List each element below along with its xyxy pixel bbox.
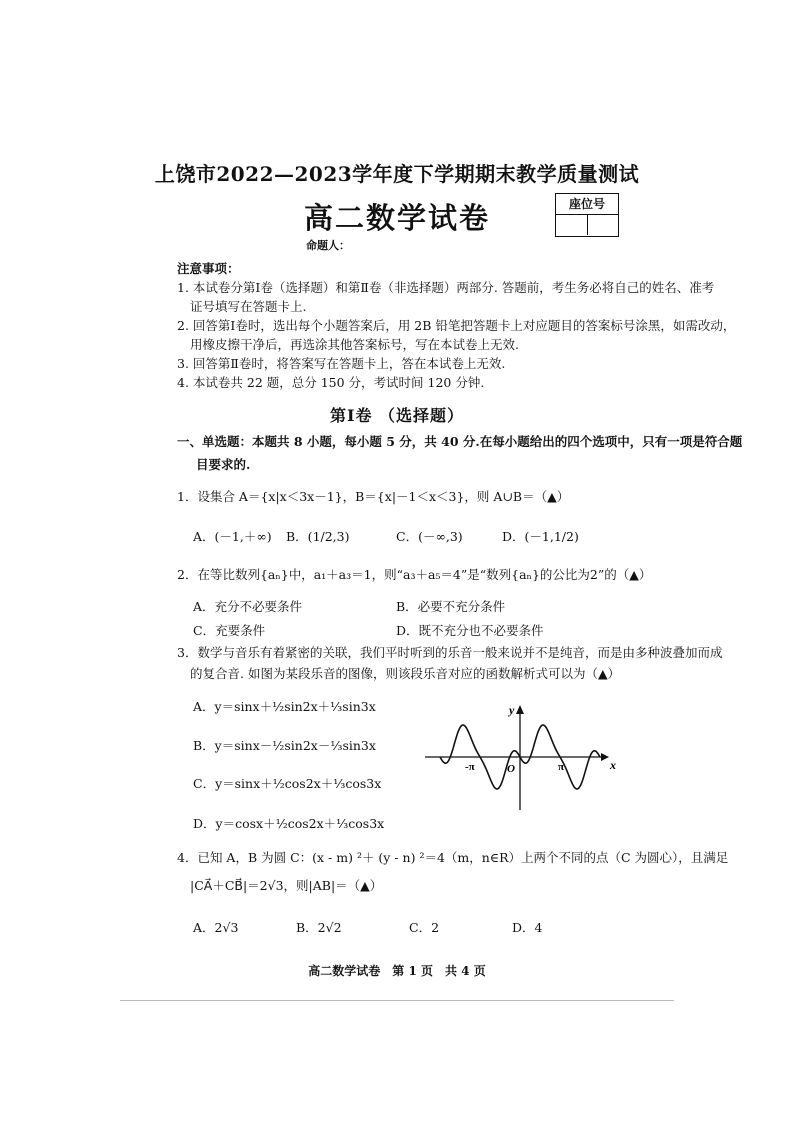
note-line: 1. 本试卷分第Ⅰ卷（选择题）和第Ⅱ卷（非选择题）两部分. 答题前，考生务必将自己的姓名、准考	[177, 280, 715, 295]
question-3-option-b: B．y＝sinx－½sin2x－⅓sin3x	[193, 738, 376, 753]
note-line: 4. 本试卷共 22 题，总分 150 分，考试时间 120 分钟.	[177, 375, 485, 390]
section-intro: 一、单选题：本题共 8 小题，每小题 5 分，共 40 分.在每小题给出的四个选项中，只有一项是符合题	[177, 434, 743, 449]
question-3-stem: 的复合音. 如图为某段乐音的图像，则该段乐音对应的函数解析式可以为（▲）	[190, 666, 621, 681]
question-1-option-d: D．(－1,1/2)	[502, 529, 579, 544]
seat-number-label: 座位号	[556, 194, 618, 215]
page-footer: 高二数学试卷 第 1 页 共 4 页	[308, 964, 486, 978]
question-2-option-d: D．既不充分也不必要条件	[396, 623, 544, 638]
y-axis-label: y	[509, 703, 515, 717]
question-4-stem: |CA⃗＋CB⃗|＝2√3，则|AB|＝（▲）	[190, 878, 383, 893]
sound-wave-svg	[425, 702, 625, 812]
question-1-option-c: C．(－∞,3)	[396, 529, 463, 544]
pi-tick-label: π	[558, 761, 565, 773]
y-axis-arrow-icon	[516, 705, 524, 714]
question-2-stem: 2．在等比数列{aₙ}中，a₁＋a₃＝1，则“a₃＋a₅＝4”是“数列{aₙ}的公比为2”的（▲）	[177, 567, 652, 582]
note-line: 2. 回答第Ⅰ卷时，选出每个小题答案后，用 2B 铅笔把答题卡上对应题目的答案标号涂黑，如需改动，	[177, 318, 736, 333]
question-3-option-c: C．y＝sinx＋½cos2x＋⅓cos3x	[193, 776, 382, 791]
paper-title: 高二数学试卷	[303, 201, 490, 235]
x-axis-label: x	[610, 758, 616, 772]
note-line: 3. 回答第Ⅱ卷时，将答案写在答题卡上，答在本试卷上无效.	[177, 356, 506, 371]
question-3-stem: 3．数学与音乐有着紧密的关联，我们平时听到的乐音一般来说并不是纯音，而是由多种波叠加而成	[177, 645, 723, 660]
seat-number-box	[555, 193, 619, 237]
note-line: 证号填写在答题卡上.	[190, 299, 307, 314]
question-4-stem: 4．已知 A，B 为圆 C：(x - m) ²＋ (y - n) ²＝4（m，n∈R）上两个不同的点（C 为圆心），且满足	[177, 850, 729, 865]
question-2-option-c: C．充要条件	[193, 623, 266, 638]
sound-wave-graph	[425, 702, 625, 812]
question-1-stem: 1．设集合 A＝{x|x＜3x－1}，B＝{x|－1＜x＜3}，则 A∪B＝（▲）	[177, 489, 570, 504]
author-label: 命题人：	[306, 239, 350, 252]
question-1-option-a: A．(－1,＋∞)	[193, 529, 272, 544]
exam-title: 上饶市2022—2023学年度下学期期末教学质量测试	[154, 162, 640, 186]
section-intro: 目要求的.	[196, 457, 251, 472]
question-2-option-b: B．必要不充分条件	[396, 599, 506, 614]
note-line: 用橡皮擦干净后，再选涂其他答案标号，写在本试卷上无效.	[190, 337, 519, 352]
question-4-option-d: D．4	[512, 920, 543, 935]
question-4-option-b: B．2√2	[296, 920, 342, 935]
question-1-option-b: B．(1/2,3)	[286, 529, 350, 544]
section-heading: 第Ⅰ卷 （选择题）	[329, 406, 465, 425]
question-3-option-d: D．y＝cosx＋½cos2x＋⅓cos3x	[193, 816, 385, 831]
question-2-option-a: A．充分不必要条件	[193, 599, 303, 614]
neg-pi-tick-label: -π	[465, 761, 475, 773]
question-3-option-a: A．y＝sinx＋½sin2x＋⅓sin3x	[193, 699, 376, 714]
origin-label: O	[507, 763, 515, 775]
seat-number-cells	[556, 215, 618, 235]
notes-heading: 注意事项：	[177, 261, 240, 276]
question-4-option-c: C．2	[409, 920, 440, 935]
bottom-divider	[120, 1000, 674, 1001]
question-4-option-a: A．2√3	[193, 920, 239, 935]
x-axis-arrow-icon	[601, 753, 609, 761]
